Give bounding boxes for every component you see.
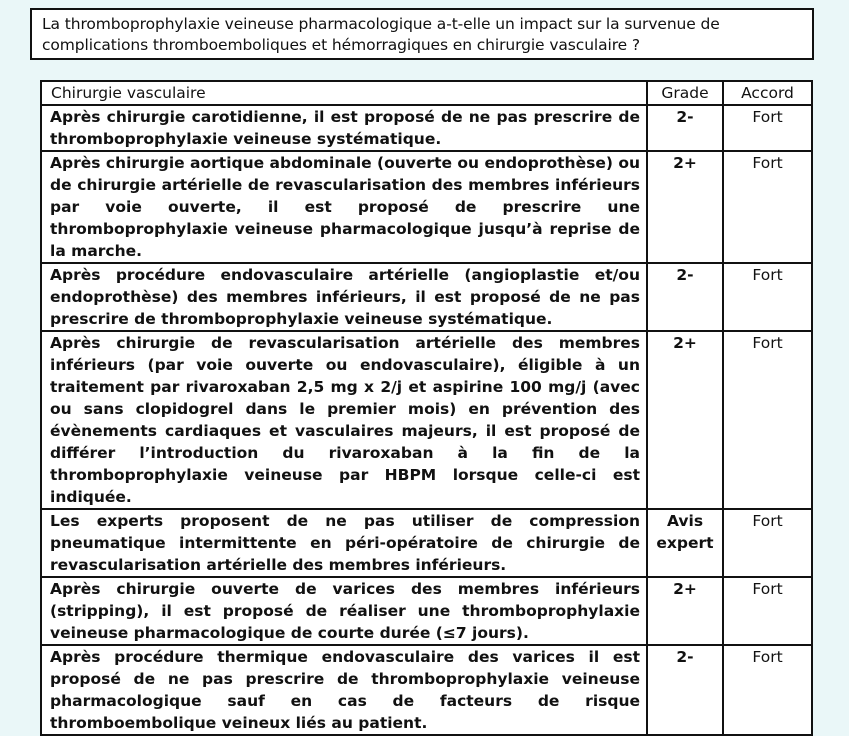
- accord-cell: Fort: [723, 263, 812, 331]
- header-accord: Accord: [723, 81, 812, 105]
- table-row: [41, 105, 812, 151]
- recommendation-text: Après procédure endovasculaire artérielle (angioplastie et/ou endoprothèse) des membres inférieurs, il est proposé de ne pas prescrire de thromboprophylaxie veineuse systématique.: [41, 263, 647, 331]
- grade-cell: 2-: [647, 263, 723, 331]
- table-row: [41, 331, 812, 509]
- grade-cell: 2-: [647, 105, 723, 151]
- recommendations-table: [40, 80, 813, 736]
- accord-cell: Fort: [723, 645, 812, 735]
- table-row: [41, 263, 812, 331]
- grade-cell: 2+: [647, 151, 723, 263]
- accord-cell: Fort: [723, 509, 812, 577]
- recommendation-text: Après chirurgie ouverte de varices des membres inférieurs (stripping), il est proposé de réaliser une thromboprophylaxie veineuse pharmacologique de courte durée (≤7 jours).: [41, 577, 647, 645]
- accord-cell: Fort: [723, 151, 812, 263]
- question-text: La thromboprophylaxie veineuse pharmacologique a-t-elle un impact sur la survenue de complications thromboemboliques et hémorragiques en chirurgie vasculaire ?: [42, 15, 720, 54]
- grade-cell: 2-: [647, 645, 723, 735]
- recommendation-text: Après chirurgie carotidienne, il est proposé de ne pas prescrire de thromboprophylaxie veineuse systématique.: [41, 105, 647, 151]
- header-grade: Grade: [647, 81, 723, 105]
- accord-cell: Fort: [723, 577, 812, 645]
- recommendation-text: Après chirurgie aortique abdominale (ouverte ou endoprothèse) ou de chirurgie artérielle de revascularisation des membres inférieurs par voie ouverte, il est proposé de prescrire une thromboprophylaxie veineuse pharmacologique jusqu’à reprise de la marche.: [41, 151, 647, 263]
- recommendation-text: Après chirurgie de revascularisation artérielle des membres inférieurs (par voie ouverte ou endovasculaire), éligible à un traitement par rivaroxaban 2,5 mg x 2/j et aspirine 100 mg/j (avec ou sans clopidogrel dans le premier mois) en prévention des évènements cardiaques et vasculaires majeurs, il est proposé de différer l’introduction du rivaroxaban à la fin de la thromboprophylaxie veineuse par HBPM lorsque celle-ci est indiquée.: [41, 331, 647, 509]
- table-row: [41, 577, 812, 645]
- accord-cell: Fort: [723, 331, 812, 509]
- accord-cell: Fort: [723, 105, 812, 151]
- table-header-row: [41, 81, 812, 105]
- table-row: [41, 509, 812, 577]
- grade-cell: Avis expert: [647, 509, 723, 577]
- table-row: [41, 645, 812, 735]
- recommendation-text: Après procédure thermique endovasculaire des varices il est proposé de ne pas prescrire de thromboprophylaxie veineuse pharmacologique sauf en cas de facteurs de risque thromboembolique veineux liés au patient.: [41, 645, 647, 735]
- recommendation-text: Les experts proposent de ne pas utiliser de compression pneumatique intermittente en péri-opératoire de chirurgie de revascularisation artérielle des membres inférieurs.: [41, 509, 647, 577]
- grade-cell: 2+: [647, 331, 723, 509]
- grade-cell: 2+: [647, 577, 723, 645]
- header-topic: Chirurgie vasculaire: [41, 81, 647, 105]
- question-box: [30, 8, 814, 60]
- table-row: [41, 151, 812, 263]
